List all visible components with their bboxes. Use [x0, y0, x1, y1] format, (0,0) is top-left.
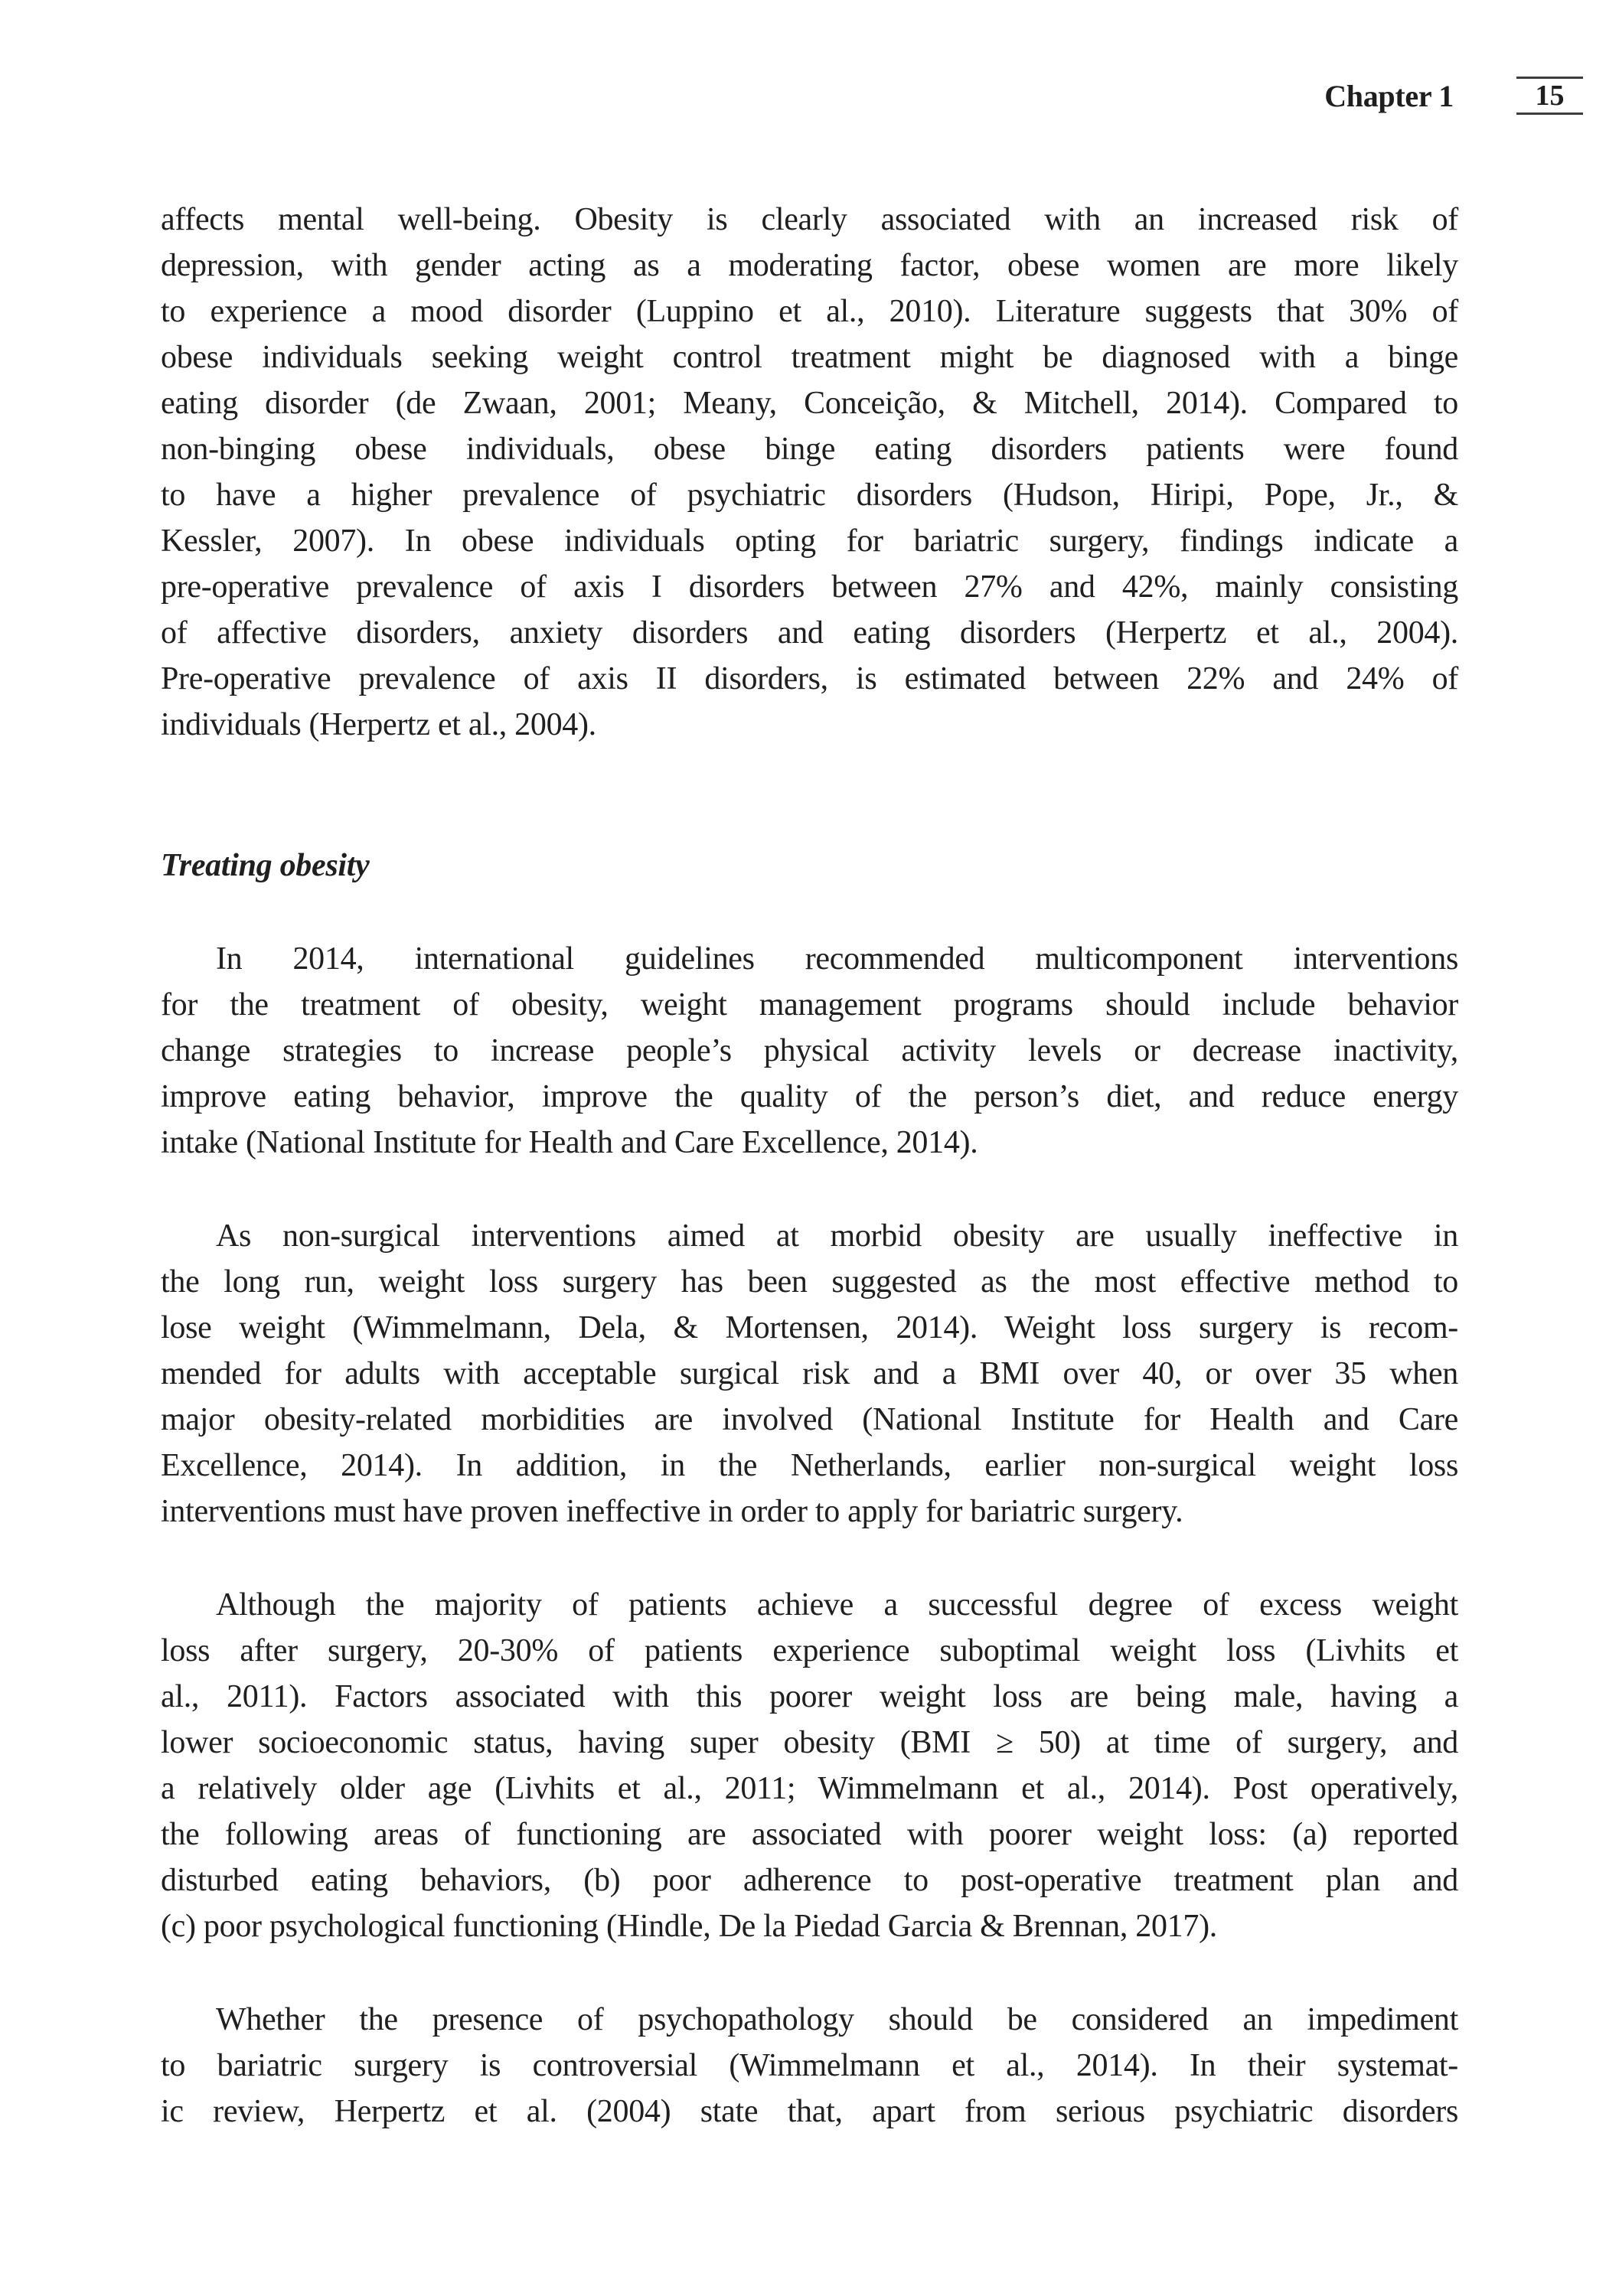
page-header	[0, 77, 1583, 115]
paragraph	[161, 936, 1458, 1166]
text-line: (c) poor psychological functioning (Hindle, De la Piedad Garcia & Brennan, 2017).	[161, 1909, 1217, 1944]
text-line: In 2014, international guidelines recommended multicomponent interventions	[216, 941, 1458, 977]
chapter-label: Chapter 1	[1324, 78, 1454, 113]
paragraph	[161, 1997, 1458, 2135]
paragraph	[161, 1582, 1458, 1949]
text-line: Excellence, 2014). In addition, in the Netherlands, earlier non-surgical weight loss	[161, 1448, 1458, 1483]
text-line: a relatively older age (Livhits et al., 2011; Wimmelmann et al., 2014). Post operatively,	[161, 1771, 1458, 1806]
page-number: 15	[1535, 80, 1565, 112]
text-line: to experience a mood disorder (Luppino et al., 2010). Literature suggests that 30% of	[161, 294, 1458, 329]
text-line: As non-surgical interventions aimed at morbid obesity are usually ineffective in	[216, 1218, 1458, 1254]
text-line: al., 2011). Factors associated with this poorer weight loss are being male, having a	[161, 1679, 1458, 1714]
page-body	[161, 197, 1458, 2135]
text-line: non-binging obese individuals, obese binge eating disorders patients were found	[161, 432, 1458, 467]
text-line: improve eating behavior, improve the quality of the person’s diet, and reduce energy	[161, 1079, 1458, 1114]
text-line: the following areas of functioning are associated with poorer weight loss: (a) reported	[161, 1817, 1458, 1852]
text-line: of affective disorders, anxiety disorders and eating disorders (Herpertz et al., 2004).	[161, 615, 1458, 651]
text-line: ic review, Herpertz et al. (2004) state that, apart from serious psychiatric disorders	[161, 2094, 1458, 2129]
text-line: Pre-operative prevalence of axis II disorders, is estimated between 22% and 24% of	[161, 661, 1458, 696]
text-line: Although the majority of patients achieve a successful degree of excess weight	[216, 1587, 1458, 1623]
text-line: depression, with gender acting as a moderating factor, obese women are more likely	[161, 248, 1458, 283]
text-line: for the treatment of obesity, weight management programs should include behavior	[161, 987, 1458, 1022]
text-line: change strategies to increase people’s physical activity levels or decrease inactivity,	[161, 1033, 1458, 1068]
text-line: pre-operative prevalence of axis I disorders between 27% and 42%, mainly consisting	[161, 569, 1458, 605]
text-line: lower socioeconomic status, having super obesity (BMI ≥ 50) at time of surgery, and	[161, 1725, 1458, 1760]
paragraph	[161, 1213, 1458, 1534]
text-line: eating disorder (de Zwaan, 2001; Meany, Conceição, & Mitchell, 2014). Compared to	[161, 386, 1458, 421]
page-number-box	[1516, 77, 1583, 115]
text-line: to have a higher prevalence of psychiatric disorders (Hudson, Hiripi, Pope, Jr., &	[161, 478, 1458, 513]
text-line: the long run, weight loss surgery has been suggested as the most effective method to	[161, 1264, 1458, 1300]
text-line: intake (National Institute for Health and Care Excellence, 2014).	[161, 1125, 978, 1160]
section-heading: Treating obesity	[161, 848, 370, 883]
text-line: Kessler, 2007). In obese individuals opting for bariatric surgery, findings indicate a	[161, 523, 1458, 559]
text-line: loss after surgery, 20-30% of patients experience suboptimal weight loss (Livhits et	[161, 1633, 1458, 1668]
text-line: individuals (Herpertz et al., 2004).	[161, 707, 596, 742]
text-line: major obesity-related morbidities are involved (National Institute for Health and Care	[161, 1402, 1458, 1437]
paragraph	[161, 197, 1458, 748]
text-line: disturbed eating behaviors, (b) poor adherence to post-operative treatment plan and	[161, 1863, 1458, 1898]
text-line: lose weight (Wimmelmann, Dela, & Mortensen, 2014). Weight loss surgery is recom-	[161, 1310, 1458, 1345]
text-line: Whether the presence of psychopathology should be considered an impediment	[216, 2002, 1458, 2037]
text-line: interventions must have proven ineffective in order to apply for bariatric surgery.	[161, 1494, 1183, 1529]
text-line: affects mental well-being. Obesity is clearly associated with an increased risk of	[161, 202, 1458, 237]
text-line: mended for adults with acceptable surgical risk and a BMI over 40, or over 35 when	[161, 1356, 1458, 1391]
text-line: to bariatric surgery is controversial (Wimmelmann et al., 2014). In their systemat-	[161, 2048, 1458, 2083]
text-line: obese individuals seeking weight control treatment might be diagnosed with a binge	[161, 340, 1458, 375]
